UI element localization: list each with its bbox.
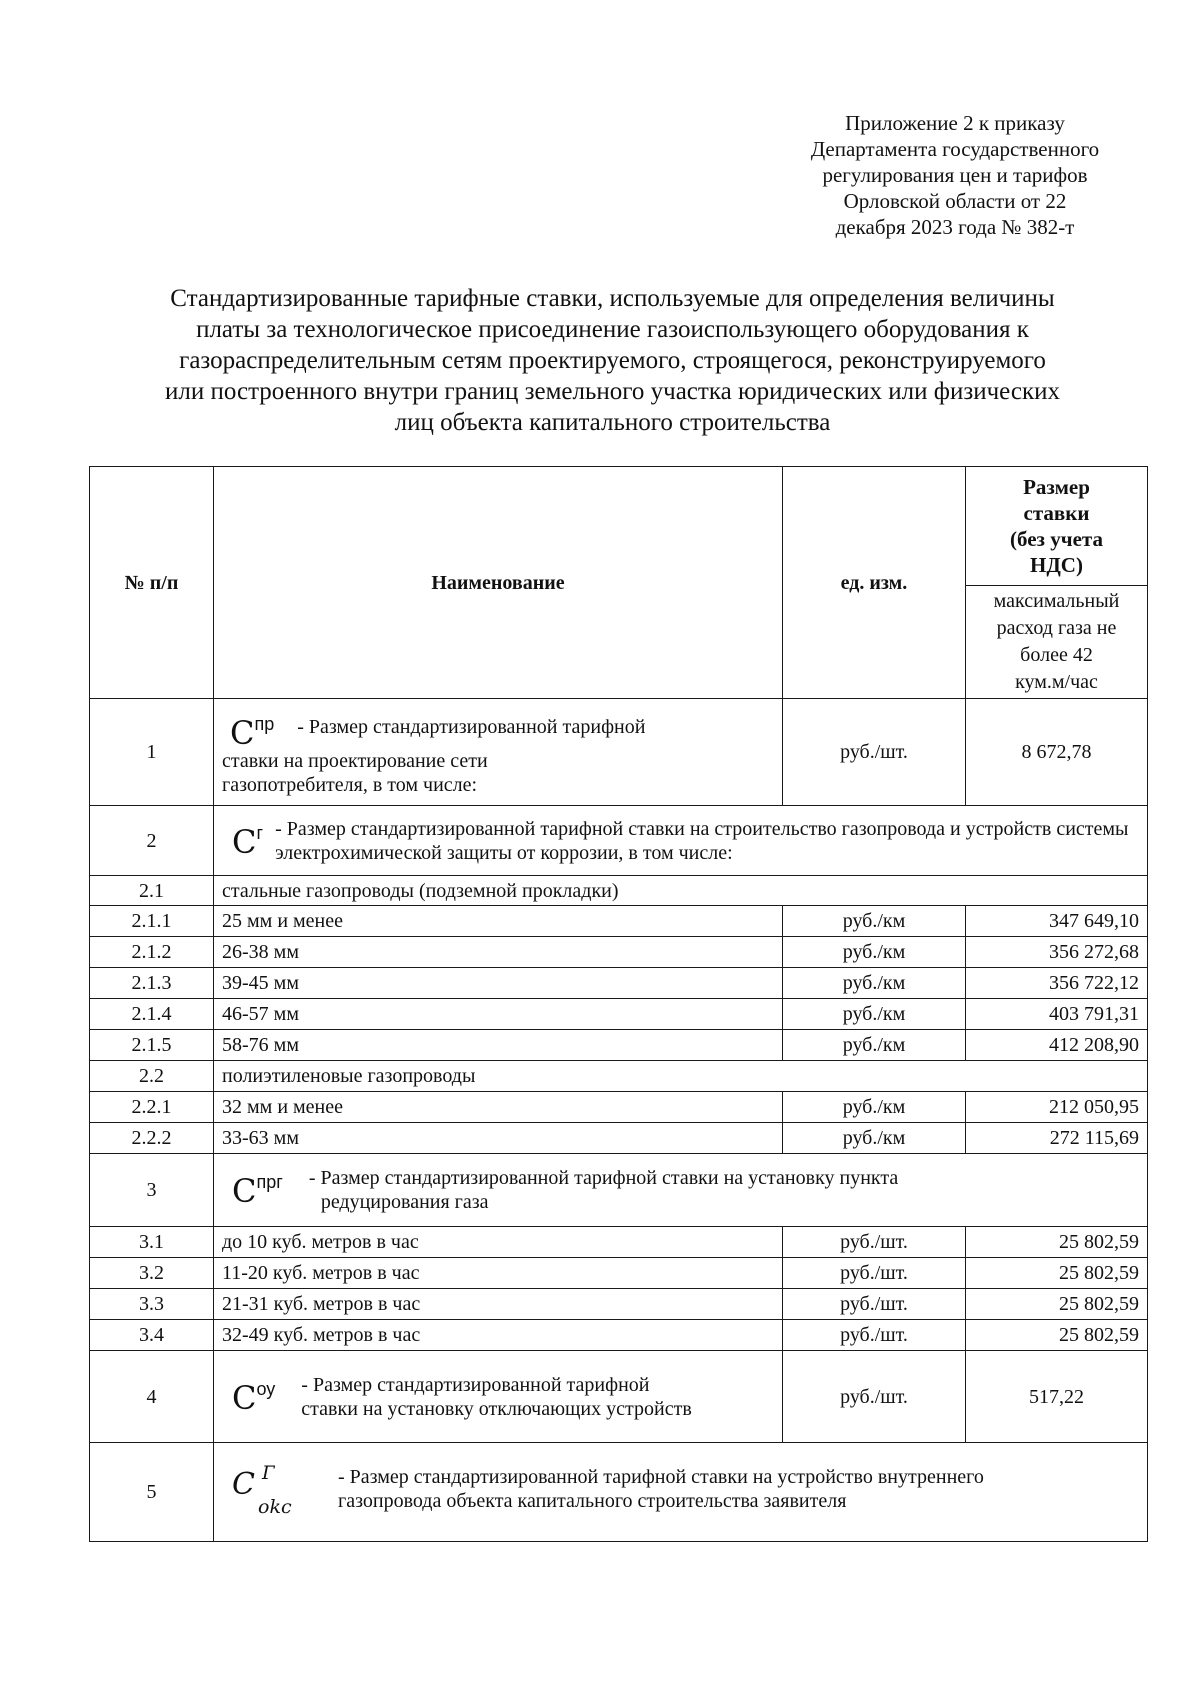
symbol-c-pr: $C^{пр}$ [230, 713, 275, 752]
table-row [90, 1443, 1148, 1542]
row-text [309, 1166, 1139, 1214]
header-name: Наименование [214, 467, 783, 699]
row-text: ставки на проектирование сети [222, 749, 488, 772]
symbol-c-g: $C^г$ [232, 822, 264, 861]
table-row [90, 876, 1148, 906]
header-cap-line: более 42 [1020, 644, 1093, 666]
header-cap-line: расход газа не [996, 617, 1117, 639]
row-text-line: - Размер стандартизированной тарифной ставки на установку пункта [308, 1167, 899, 1189]
row-unit: руб./км [783, 1123, 966, 1154]
title-line: газораспределительным сетям проектируемого, строящегося, реконструируемого [179, 347, 1046, 374]
header-size-line: (без учета [1010, 527, 1103, 551]
row-value: 25 802,59 [966, 1227, 1148, 1258]
row-name: полиэтиленовые газопроводы [214, 1061, 1148, 1092]
rates-table [89, 466, 1148, 1542]
header-num: № п/п [90, 467, 214, 699]
table-row [90, 1123, 1148, 1154]
row-name: 25 мм и менее [214, 906, 783, 937]
row-unit: руб./шт. [783, 1258, 966, 1289]
symbol-c-ou: $C^{оу}$ [232, 1378, 276, 1417]
annex-header [790, 110, 1120, 240]
row-num: 2.1.3 [90, 968, 214, 999]
row-num: 3.3 [90, 1289, 214, 1320]
row-unit: руб./км [783, 968, 966, 999]
row-text [301, 1373, 774, 1421]
row-text: - Размер стандартизированной тарифной ставки на строительство газопровода и устройств системы электрохимической защиты от коррозии, в том числе: [275, 817, 1129, 864]
row-value: 356 722,12 [966, 968, 1148, 999]
row-name: 39-45 мм [214, 968, 783, 999]
row-num: 2.1 [90, 876, 214, 906]
row-num: 3.4 [90, 1320, 214, 1351]
table-row [90, 906, 1148, 937]
row-text-line: - Размер стандартизированной тарифной ставки на устройство внутреннего [338, 1466, 984, 1488]
row-num: 2.1.1 [90, 906, 214, 937]
row-value: 8 672,78 [966, 699, 1148, 806]
symbol-c-okc: C Г okc [232, 1462, 292, 1518]
row-unit: руб./шт. [783, 1320, 966, 1351]
table-row [90, 699, 1148, 806]
row-text-line: - Размер стандартизированной тарифной [301, 1373, 650, 1396]
table-row [90, 1092, 1148, 1123]
row-name: до 10 куб. метров в час [214, 1227, 783, 1258]
row-num: 2 [90, 806, 214, 876]
row-name [214, 806, 1148, 876]
row-value: 412 208,90 [966, 1030, 1148, 1061]
table-row [90, 1061, 1148, 1092]
row-unit: руб./км [783, 937, 966, 968]
table-row [90, 1154, 1148, 1227]
row-num: 2.1.5 [90, 1030, 214, 1061]
row-name: стальные газопроводы (подземной прокладки) [214, 876, 1148, 906]
row-num: 2.1.2 [90, 937, 214, 968]
header-size [966, 467, 1148, 586]
row-text-line: ставки на установку отключающих устройств [301, 1397, 692, 1420]
row-value: 25 802,59 [966, 1258, 1148, 1289]
row-num: 3 [90, 1154, 214, 1227]
header-cap-line: кум.м/час [1015, 671, 1098, 693]
row-text-line: газопровода объекта капитального строительства заявителя [338, 1490, 847, 1512]
table-row [90, 1351, 1148, 1443]
row-value: 347 649,10 [966, 906, 1148, 937]
annex-line: декабря 2023 года № 382-т [835, 215, 1075, 239]
row-value: 25 802,59 [966, 1320, 1148, 1351]
row-text-line: редуцирования газа [320, 1191, 489, 1213]
annex-line: Приложение 2 к приказу [845, 111, 1065, 135]
annex-line: Департамента государственного [810, 137, 1100, 161]
header-cap-line: максимальный [993, 590, 1120, 612]
title-line: платы за технологическое присоединение газоиспользующего оборудования к [196, 316, 1029, 343]
title-line: лиц объекта капитального строительства [394, 409, 831, 436]
row-num: 3.2 [90, 1258, 214, 1289]
table-row [90, 806, 1148, 876]
row-name: 26-38 мм [214, 937, 783, 968]
row-num: 2.2.1 [90, 1092, 214, 1123]
row-name [214, 1443, 1148, 1542]
header-size-line: Размер [1023, 475, 1090, 499]
row-text: газопотребителя, в том числе: [222, 773, 478, 796]
header-unit: ед. изм. [783, 467, 966, 699]
row-unit: руб./км [783, 999, 966, 1030]
title-line: или построенного внутри границ земельного участка юридических или физических [164, 378, 1060, 405]
row-unit: руб./шт. [783, 1351, 966, 1443]
row-name [214, 699, 783, 806]
row-unit: руб./шт. [783, 1227, 966, 1258]
annex-line: Орловской области от 22 [843, 189, 1067, 213]
row-name [214, 1351, 783, 1443]
table-row [90, 1030, 1148, 1061]
row-name [214, 1154, 1148, 1227]
table-row [90, 1289, 1148, 1320]
header-capacity [966, 586, 1148, 699]
header-row [90, 467, 1148, 586]
table-row [90, 968, 1148, 999]
table-row [90, 999, 1148, 1030]
header-size-line: ставки [1023, 501, 1090, 525]
row-num: 4 [90, 1351, 214, 1443]
symbol-c-prg: $C^{прг}$ [232, 1172, 283, 1210]
row-unit: руб./шт. [783, 699, 966, 806]
table-row [90, 1258, 1148, 1289]
row-unit: руб./шт. [783, 1289, 966, 1320]
row-name: 58-76 мм [214, 1030, 783, 1061]
annex-line: регулирования цен и тарифов [822, 163, 1088, 187]
row-name: 33-63 мм [214, 1123, 783, 1154]
table-row [90, 1227, 1148, 1258]
row-value: 356 272,68 [966, 937, 1148, 968]
row-value: 517,22 [966, 1351, 1148, 1443]
row-num: 2.1.4 [90, 999, 214, 1030]
table-row [90, 937, 1148, 968]
row-name: 32 мм и менее [214, 1092, 783, 1123]
row-num: 2.2.2 [90, 1123, 214, 1154]
row-value: 403 791,31 [966, 999, 1148, 1030]
document-title [95, 283, 1130, 438]
row-name: 11-20 куб. метров в час [214, 1258, 783, 1289]
row-text: - Размер стандартизированной тарифной [297, 715, 646, 738]
row-num: 5 [90, 1443, 214, 1542]
row-unit: руб./км [783, 906, 966, 937]
row-num: 3.1 [90, 1227, 214, 1258]
row-unit: руб./км [783, 1030, 966, 1061]
header-size-line: НДС) [1030, 553, 1083, 577]
row-num: 1 [90, 699, 214, 806]
row-name: 32-49 куб. метров в час [214, 1320, 783, 1351]
row-unit: руб./км [783, 1092, 966, 1123]
row-value: 25 802,59 [966, 1289, 1148, 1320]
row-name: 21-31 куб. метров в час [214, 1289, 783, 1320]
row-value: 212 050,95 [966, 1092, 1148, 1123]
title-line: Стандартизированные тарифные ставки, используемые для определения величины [170, 285, 1055, 312]
row-num: 2.2 [90, 1061, 214, 1092]
row-name: 46-57 мм [214, 999, 783, 1030]
table-row [90, 1320, 1148, 1351]
row-text [338, 1465, 1139, 1513]
row-value: 272 115,69 [966, 1123, 1148, 1154]
